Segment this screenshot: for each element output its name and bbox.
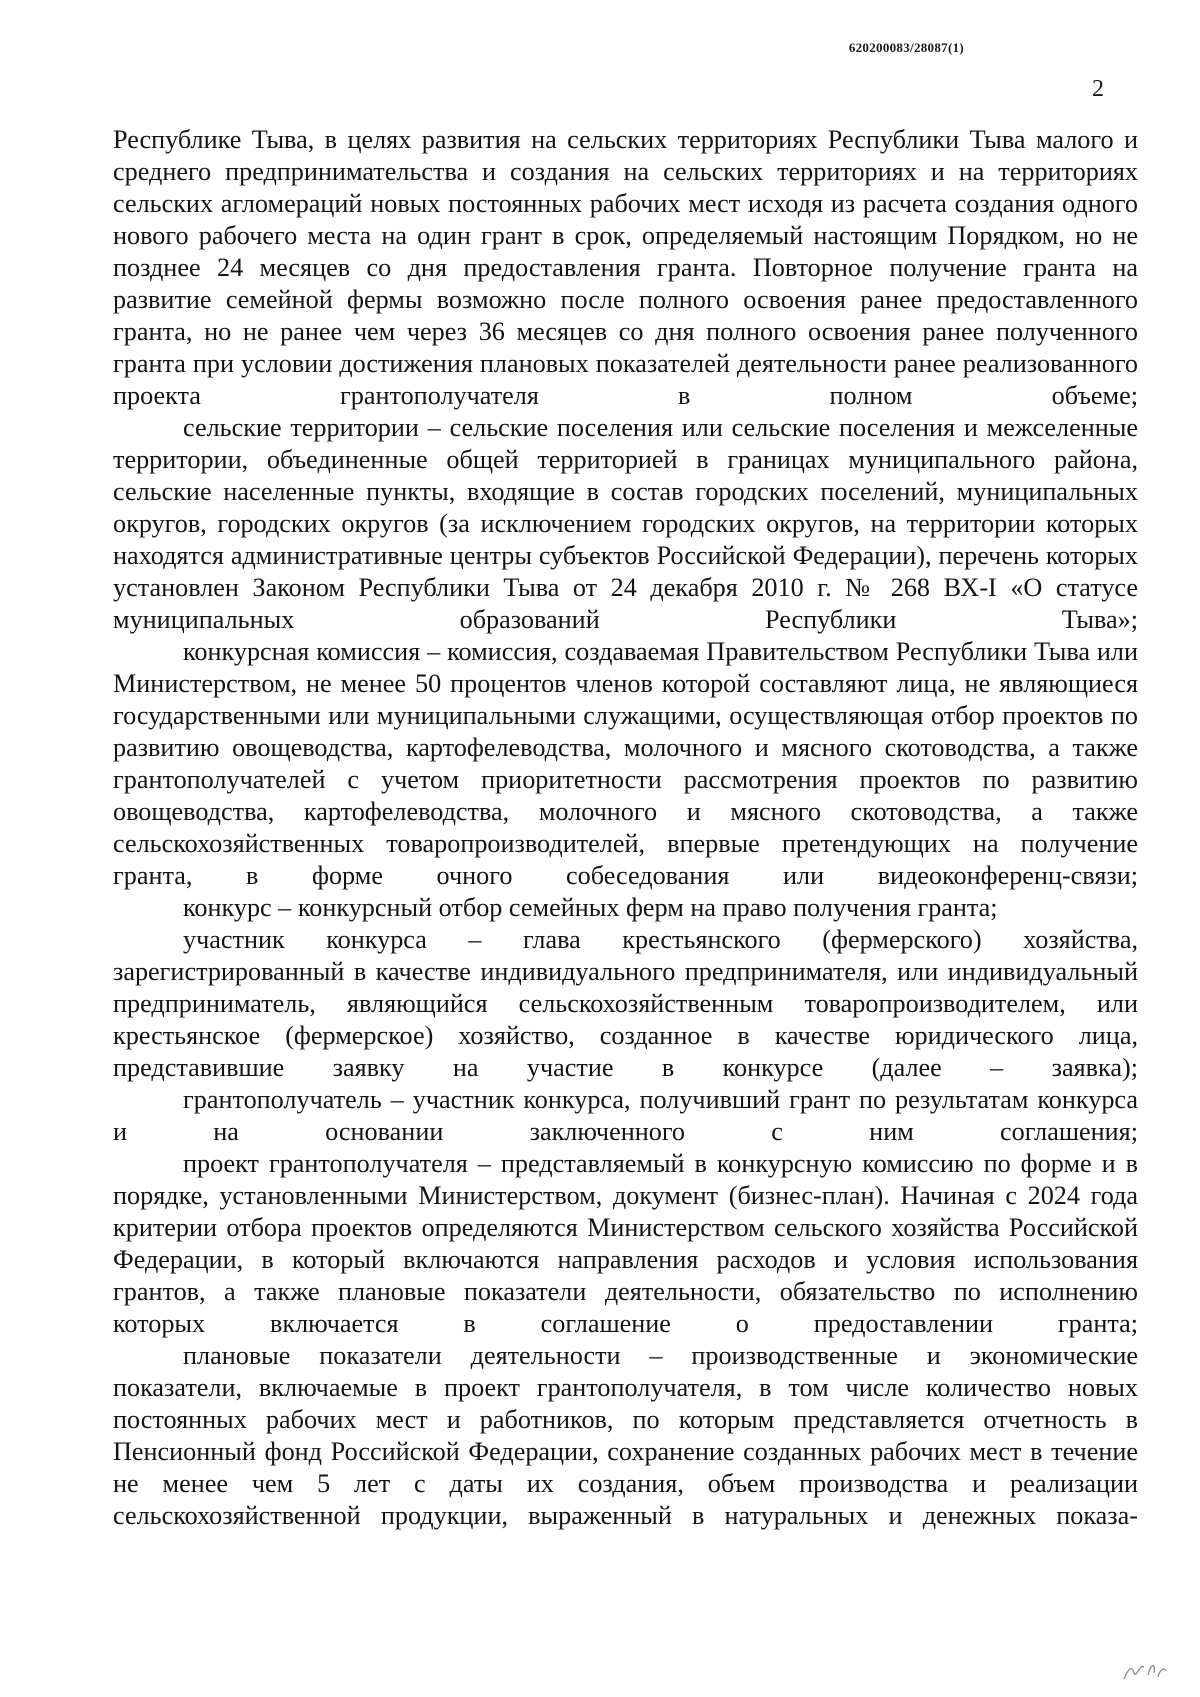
paragraph-competition-participant: участник конкурса – глава крестьянского (фермерского) хозяйства, зарегистрированный в качестве индивидуального предпринимателя, или индивидуальный предприниматель, являющийся сельскохозяйственным товаропроизводителем, или крестьянское (фермерское) хозяйство, созданное в качестве юридического лица, представившие заявку на участие в конкурсе (далее – заявка); bbox=[113, 925, 1138, 1082]
document-body bbox=[113, 124, 1138, 1532]
document-registration-number: 620200083/28087(1) bbox=[848, 40, 964, 55]
paragraph-planned-indicators: плановые показатели деятельности – производственные и экономические показатели, включаемые в проект грантополучателя, в том числе количество новых постоянных рабочих мест и работников, по которым представляется отчетность в Пенсионный фонд Российской Федерации, сохранение созданных рабочих мест в течение не менее чем 5 лет с даты их создания, объем производства и реализации сельскохозяйственной продукции, выраженный в натуральных и денежных показа- bbox=[113, 1341, 1138, 1530]
paragraph-competition: конкурс – конкурсный отбор семейных ферм на право получения гранта; bbox=[183, 893, 998, 922]
page-number: 2 bbox=[1092, 76, 1104, 102]
paragraph-grant-recipient: грантополучатель – участник конкурса, получивший грант по результатам конкурса и на основании заключенного с ним соглашения; bbox=[113, 1085, 1138, 1146]
paragraph-competition-commission: конкурсная комиссия – комиссия, создаваемая Правительством Республики Тыва или Министерством, не менее 50 процентов членов которой составляют лица, не являющиеся государственными или муниципальными служащими, осуществляющая отбор проектов по развитию овощеводства, картофелеводства, молочного и мясного скотоводства, а также грантополучателей с учетом приоритетности рассмотрения проектов по развитию овощеводства, картофелеводства, молочного и мясного скотоводства, а также сельскохозяйственных товаропроизводителей, впервые претендующих на получение гранта, в форме очного собеседования или видеоконференц-связи; bbox=[113, 637, 1138, 890]
handwritten-initials-mark bbox=[1120, 1655, 1170, 1685]
paragraph-recipient-project: проект грантополучателя – представляемый в конкурсную комиссию по форме и в порядке, установленными Министерством, документ (бизнес-план). Начиная с 2024 года критерии отбора проектов определяются Министерством сельского хозяйства Российской Федерации, в который включаются направления расходов и условия использования грантов, а также плановые показатели деятельности, обязательство по исполнению которых включается в соглашение о предоставлении гранта; bbox=[113, 1149, 1138, 1338]
paragraph-continuation: Республике Тыва, в целях развития на сельских территориях Республики Тыва малого и среднего предпринимательства и создания на сельских территориях и на территориях сельских агломераций новых постоянных рабочих мест исходя из расчета создания одного нового рабочего места на один грант в срок, определяемый настоящим Порядком, но не позднее 24 месяцев со дня предоставления гранта. Повторное получение гранта на развитие семейной фермы возможно после полного освоения ранее предоставленного гранта, но не ранее чем через 36 месяцев со дня полного освоения ранее полученного гранта при условии достижения плановых показателей деятельности ранее реализованного проекта грантополучателя в полном объеме; bbox=[113, 125, 1138, 410]
paragraph-rural-territories: сельские территории – сельские поселения или сельские поселения и межселенные территории, объединенные общей территорией в границах муниципального района, сельские населенные пункты, входящие в состав городских поселений, муниципальных округов, городских округов (за исключением городских округов, на территории которых находятся административные центры субъектов Российской Федерации), перечень которых установлен Законом Республики Тыва от 24 декабря 2010 г. № 268 ВХ-I «О статусе муниципальных образований Республики Тыва»; bbox=[113, 413, 1138, 634]
